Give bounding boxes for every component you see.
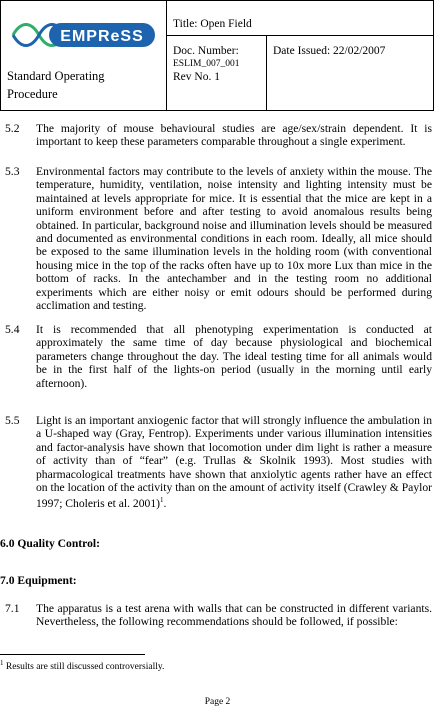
revision: Rev No. 1 bbox=[173, 71, 220, 83]
sop-label: Standard Operating Procedure bbox=[7, 69, 105, 101]
doc-title: Title: Open Field bbox=[173, 18, 252, 30]
footnote-rule bbox=[0, 654, 145, 655]
document-header bbox=[0, 0, 434, 111]
doc-number: ESLIM_007_001 bbox=[173, 59, 240, 69]
paragraph-5-5-text: Light is an important anxiogenic factor that will strongly influence the ambulation in a U-shaped way (Gray, Fentrop). Experiments under various illumination intensities and factor-analysis have shown that locomotion under dim light is rather a measure of activity than of “fear” (e.g. Trullas & Skolnik 1993). Most studies with pharmacological treatments have shown that anxiolytic agents rather have an effect on the location of the activity than on the amount of activity itself (Crawley & Paylor 1997; Choleris et al. 2001) bbox=[36, 414, 432, 511]
header-title-cell bbox=[166, 0, 434, 35]
footnote-ref: 1 bbox=[159, 496, 164, 505]
footnote: $^1$ Results are still discussed controversially. bbox=[0, 659, 165, 673]
page-number: Page 2 bbox=[204, 697, 231, 707]
logo-text: EMPReSS bbox=[60, 28, 144, 45]
header-docnum-cell bbox=[166, 35, 266, 111]
heading-equipment: 7.0 Equipment: bbox=[0, 574, 77, 587]
header-logo-cell bbox=[0, 0, 166, 111]
doc-number-label: Doc. Number: bbox=[173, 45, 239, 57]
heading-quality-control: 6.0 Quality Control: bbox=[0, 537, 100, 550]
header-date-cell bbox=[266, 35, 434, 111]
date-issued: Date Issued: 22/02/2007 bbox=[273, 45, 386, 57]
empress-logo bbox=[9, 13, 159, 57]
